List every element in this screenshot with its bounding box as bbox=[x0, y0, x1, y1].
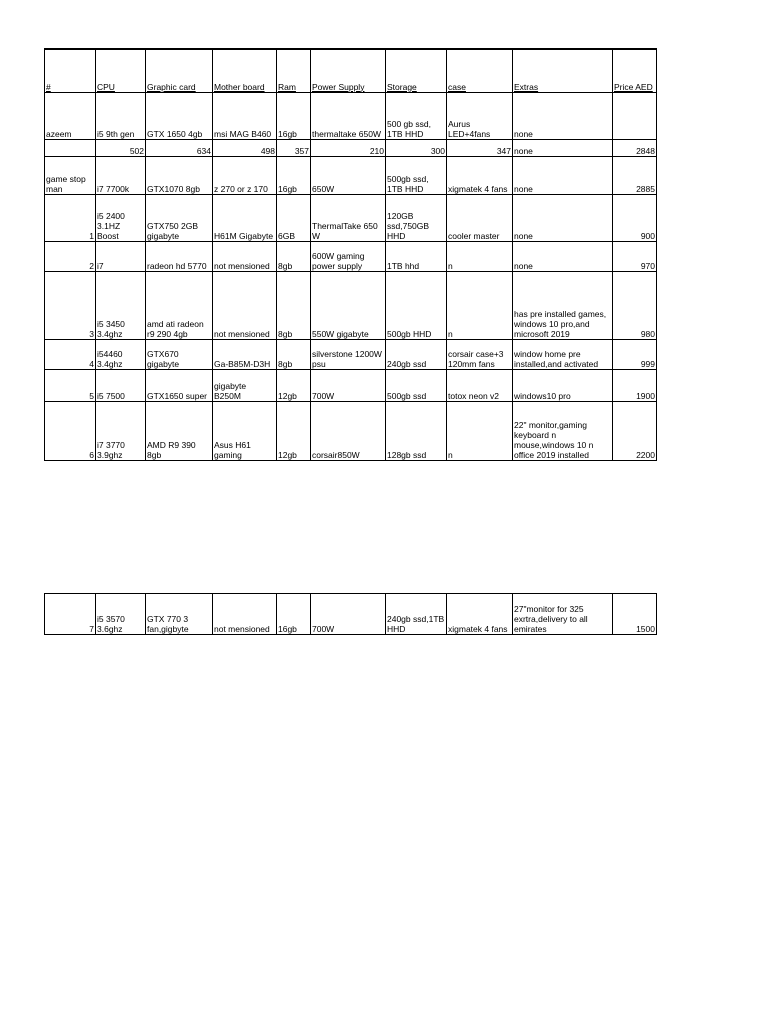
cell-extras: windows10 pro bbox=[513, 369, 613, 401]
header-cell-number: # bbox=[45, 49, 96, 92]
cell-case: corsair case+3 120mm fans bbox=[447, 339, 513, 369]
cell-graphic-card: GTX 1650 4gb bbox=[146, 92, 213, 139]
cell-price: 2200 bbox=[613, 401, 657, 460]
cell-graphic-card: GTX1070 8gb bbox=[146, 156, 213, 194]
cell-mother-board: Ga-B85M-D3H bbox=[213, 339, 277, 369]
cell-graphic-card: GTX670 gigabyte bbox=[146, 339, 213, 369]
cell-extras: window home pre installed,and activated bbox=[513, 339, 613, 369]
cell-case: n bbox=[447, 401, 513, 460]
cell-cpu: i5 3570 3.6ghz bbox=[96, 594, 146, 635]
cell-number: game stop man bbox=[45, 156, 96, 194]
cell-ram: 8gb bbox=[277, 241, 311, 271]
cell-graphic-card: AMD R9 390 8gb bbox=[146, 401, 213, 460]
header-cell-graphic-card: Graphic card bbox=[146, 49, 213, 92]
header-cell-case: case bbox=[447, 49, 513, 92]
cell-price: 1900 bbox=[613, 369, 657, 401]
cell-cpu: i7 3770 3.9ghz bbox=[96, 401, 146, 460]
cell-power-supply: 700W bbox=[311, 369, 386, 401]
cell-power-supply: corsair850W bbox=[311, 401, 386, 460]
table-row bbox=[45, 241, 657, 271]
table-row bbox=[45, 139, 657, 156]
cell-mother-board: H61M Gigabyte bbox=[213, 194, 277, 241]
table-row bbox=[45, 156, 657, 194]
cell-power-supply: ThermalTake 650 W bbox=[311, 194, 386, 241]
cell-cpu: i7 7700k bbox=[96, 156, 146, 194]
cell-graphic-card: GTX750 2GB gigabyte bbox=[146, 194, 213, 241]
cell-mother-board: 498 bbox=[213, 139, 277, 156]
cell-ram: 8gb bbox=[277, 271, 311, 339]
cell-graphic-card: amd ati radeon r9 290 4gb bbox=[146, 271, 213, 339]
cell-graphic-card: GTX1650 super bbox=[146, 369, 213, 401]
table-row bbox=[45, 92, 657, 139]
cell-case: xigmatek 4 fans bbox=[447, 594, 513, 635]
cell-extras: 22" monitor,gaming keyboard n mouse,windows 10 n office 2019 installed bbox=[513, 401, 613, 460]
cell-extras: 27"monitor for 325 exrtra,delivery to all emirates bbox=[513, 594, 613, 635]
cell-number: 5 bbox=[45, 369, 96, 401]
header-cell-price: Price AED bbox=[613, 49, 657, 92]
cell-number: 1 bbox=[45, 194, 96, 241]
header-cell-ram: Ram bbox=[277, 49, 311, 92]
cell-cpu: i7 bbox=[96, 241, 146, 271]
cell-mother-board: Asus H61 gaming bbox=[213, 401, 277, 460]
cell-cpu: 502 bbox=[96, 139, 146, 156]
cell-ram: 16gb bbox=[277, 92, 311, 139]
cell-ram: 8gb bbox=[277, 339, 311, 369]
cell-ram: 12gb bbox=[277, 401, 311, 460]
extra-listing-table bbox=[44, 593, 657, 635]
cell-extras: none bbox=[513, 156, 613, 194]
cell-storage: 240gb ssd bbox=[386, 339, 447, 369]
cell-ram: 6GB bbox=[277, 194, 311, 241]
cell-price: 980 bbox=[613, 271, 657, 339]
cell-power-supply: 700W bbox=[311, 594, 386, 635]
header-cell-power-supply: Power Supply bbox=[311, 49, 386, 92]
cell-mother-board: not mensioned bbox=[213, 241, 277, 271]
cell-storage: 128gb ssd bbox=[386, 401, 447, 460]
cell-mother-board: msi MAG B460 bbox=[213, 92, 277, 139]
cell-number: 7 bbox=[45, 594, 96, 635]
cell-extras: none bbox=[513, 194, 613, 241]
cell-price bbox=[613, 92, 657, 139]
cell-mother-board: z 270 or z 170 bbox=[213, 156, 277, 194]
cell-number: 4 bbox=[45, 339, 96, 369]
cell-extras: none bbox=[513, 92, 613, 139]
table-row bbox=[45, 594, 657, 635]
cell-case: xigmatek 4 fans bbox=[447, 156, 513, 194]
cell-power-supply: thermaltake 650W bbox=[311, 92, 386, 139]
cell-power-supply: silverstone 1200W psu bbox=[311, 339, 386, 369]
cell-cpu: i5 3450 3.4ghz bbox=[96, 271, 146, 339]
cell-case: cooler master bbox=[447, 194, 513, 241]
cell-power-supply: 550W gigabyte bbox=[311, 271, 386, 339]
cell-graphic-card: 634 bbox=[146, 139, 213, 156]
cell-ram: 12gb bbox=[277, 369, 311, 401]
cell-case: Aurus LED+4fans bbox=[447, 92, 513, 139]
cell-ram: 357 bbox=[277, 139, 311, 156]
cell-case: n bbox=[447, 241, 513, 271]
table-row bbox=[45, 194, 657, 241]
cell-case: n bbox=[447, 271, 513, 339]
table-row bbox=[45, 369, 657, 401]
header-cell-extras: Extras bbox=[513, 49, 613, 92]
cell-mother-board: not mensioned bbox=[213, 271, 277, 339]
cell-price: 1500 bbox=[613, 594, 657, 635]
cell-cpu: i5 2400 3.1HZ Boost bbox=[96, 194, 146, 241]
cell-power-supply: 650W bbox=[311, 156, 386, 194]
header-cell-cpu: CPU bbox=[96, 49, 146, 92]
header-cell-storage: Storage bbox=[386, 49, 447, 92]
cell-number: 3 bbox=[45, 271, 96, 339]
cell-cpu: i5 7500 bbox=[96, 369, 146, 401]
cell-storage: 300 bbox=[386, 139, 447, 156]
header-row bbox=[45, 49, 657, 92]
cell-number: 6 bbox=[45, 401, 96, 460]
cell-power-supply: 600W gaming power supply bbox=[311, 241, 386, 271]
cell-storage: 500gb ssd bbox=[386, 369, 447, 401]
cell-price: 2848 bbox=[613, 139, 657, 156]
cell-ram: 16gb bbox=[277, 594, 311, 635]
header-cell-mother-board: Mother board bbox=[213, 49, 277, 92]
cell-storage: 500 gb ssd, 1TB HHD bbox=[386, 92, 447, 139]
cell-graphic-card: GTX 770 3 fan,gigbyte bbox=[146, 594, 213, 635]
cell-price: 2885 bbox=[613, 156, 657, 194]
cell-storage: 120GB ssd,750GB HHD bbox=[386, 194, 447, 241]
pc-listings-table bbox=[44, 48, 657, 461]
cell-number: azeem bbox=[45, 92, 96, 139]
cell-storage: 500gb ssd, 1TB HHD bbox=[386, 156, 447, 194]
table-row bbox=[45, 401, 657, 460]
cell-graphic-card: radeon hd 5770 bbox=[146, 241, 213, 271]
cell-extras: none bbox=[513, 241, 613, 271]
cell-number: 2 bbox=[45, 241, 96, 271]
cell-extras: none bbox=[513, 139, 613, 156]
cell-extras: has pre installed games, windows 10 pro,and microsoft 2019 bbox=[513, 271, 613, 339]
cell-power-supply: 210 bbox=[311, 139, 386, 156]
cell-case: totox neon v2 bbox=[447, 369, 513, 401]
table-row bbox=[45, 339, 657, 369]
cell-storage: 1TB hhd bbox=[386, 241, 447, 271]
cell-ram: 16gb bbox=[277, 156, 311, 194]
cell-mother-board: not mensioned bbox=[213, 594, 277, 635]
cell-storage: 240gb ssd,1TB HHD bbox=[386, 594, 447, 635]
cell-price: 999 bbox=[613, 339, 657, 369]
cell-cpu: i5 9th gen bbox=[96, 92, 146, 139]
cell-price: 970 bbox=[613, 241, 657, 271]
cell-cpu: i54460 3.4ghz bbox=[96, 339, 146, 369]
cell-number bbox=[45, 139, 96, 156]
cell-case: 347 bbox=[447, 139, 513, 156]
cell-storage: 500gb HHD bbox=[386, 271, 447, 339]
cell-price: 900 bbox=[613, 194, 657, 241]
table-row bbox=[45, 271, 657, 339]
cell-mother-board: gigabyte B250M bbox=[213, 369, 277, 401]
